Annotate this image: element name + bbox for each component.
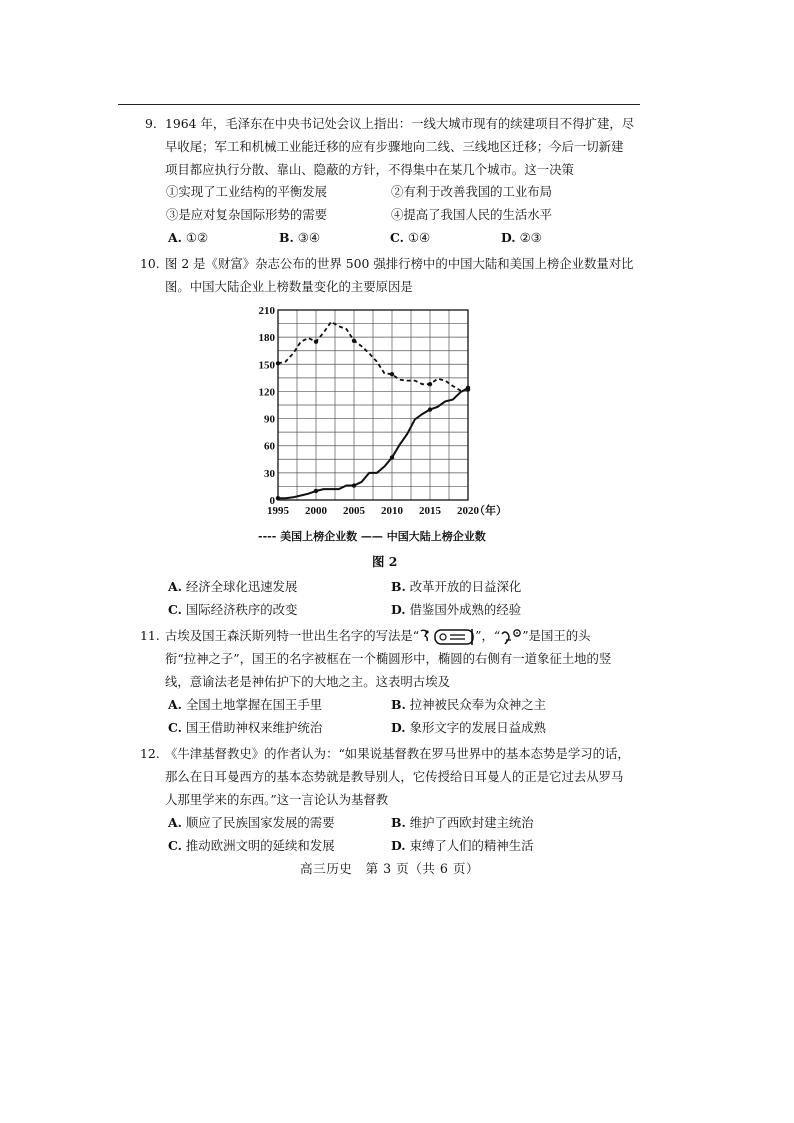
question-number: 9. (145, 116, 157, 131)
option-b[interactable]: B. 拉神被民众奉为众神之主 (391, 697, 547, 712)
option-d[interactable]: D. 象形文字的发展日益成熟 (391, 720, 546, 735)
x-tick-label: 2005 (343, 505, 365, 517)
x-tick-label: 1995 (267, 505, 289, 517)
chart-legend: ---- 美国上榜企业数 —— 中国大陆上榜企业数 (258, 530, 486, 543)
y-tick-label: 30 (264, 467, 275, 480)
data-point (352, 339, 356, 343)
y-tick-label: 180 (258, 332, 275, 345)
option-d[interactable]: D. 束缚了人们的精神生活 (391, 838, 534, 853)
question-stem: 项目都应执行分散、靠山、隐蔽的方针，不得集中在某几个城市。这一决策 (165, 162, 574, 177)
question-stem: 衔“拉神之子”，国王的名字被框在一个椭圆形中，椭圆的右侧有一道象征土地的竖 (165, 651, 612, 666)
y-tick-label: 120 (258, 386, 275, 399)
question-stem: 线，意谕法老是神佑护下的大地之主。这表明古埃及 (165, 674, 450, 689)
question-stem: 图。中国大陆企业上榜数量变化的主要原因是 (165, 279, 413, 294)
x-tick-label: 2000 (305, 505, 327, 517)
question-stem: 古埃及国王森沃斯列特一世出生名字的写法是“ (165, 628, 420, 643)
option-c[interactable]: C. 国际经济秩序的改变 (168, 602, 298, 617)
question-stem: 早收尾；军工和机械工业能迁移的应有步骤地向二线、三线地区迁移；今后一切新建 (165, 139, 624, 154)
x-tick-label: 2010 (381, 505, 403, 517)
option-c[interactable]: C. 国王借助神权来维护统治 (168, 720, 323, 735)
option-b[interactable]: B. 维护了西欧封建主统治 (391, 815, 534, 830)
y-tick-label: 0 (269, 495, 275, 507)
statement-3: ③是应对复杂国际形势的需要 (166, 207, 328, 222)
statement-4: ④提高了我国人民的生活水平 (391, 207, 553, 222)
question-stem: 《牛津基督教史》的作者认为：“如果说基督教在罗马世界中的基本态势是学习的话， (165, 746, 630, 761)
data-point (276, 361, 280, 365)
option-a[interactable]: A. 全国土地掌握在国王手里 (168, 697, 323, 712)
question-stem: ”，“ (475, 628, 501, 643)
question-number: 11. (140, 628, 160, 643)
question-stem: ”是国王的头 (522, 628, 591, 643)
hieroglyph-goose-sun-icon (500, 628, 522, 646)
hieroglyph-cartouche-icon (419, 628, 475, 646)
y-tick-label: 210 (258, 305, 275, 317)
data-point (390, 455, 394, 459)
y-tick-label: 150 (258, 359, 275, 372)
option-a[interactable]: A. 经济全球化迅速发展 (168, 579, 298, 594)
x-axis-label: （年） (474, 505, 507, 517)
question-stem: 图 2 是《财富》杂志公布的世界 500 强排行榜中的中国大陆和美国上榜企业数量对比 (165, 256, 634, 271)
statement-2: ②有利于改善我国的工业布局 (391, 184, 553, 199)
option-a[interactable]: A. 顺应了民族国家发展的需要 (168, 815, 335, 830)
question-stem: 那么在日耳曼西方的基本态势就是教导别人，它传授给日耳曼人的正是它过去从罗马 (165, 769, 624, 784)
data-point (428, 407, 432, 411)
question-number: 12. (140, 746, 160, 761)
question-stem: 1964 年，毛泽东在中央书记处会议上指出：一线大城市现有的续建项目不得扩建，尽 (165, 116, 635, 131)
option-b[interactable]: B. 改革开放的日益深化 (391, 579, 522, 594)
header-rule (118, 104, 640, 105)
option-c[interactable]: C. 推动欧洲文明的延续和发展 (168, 838, 335, 853)
x-tick-label: 2020 (457, 505, 479, 517)
y-tick-label: 90 (264, 413, 275, 426)
statement-1: ①实现了工业结构的平衡发展 (166, 184, 328, 199)
figure-caption: 图 2 (372, 554, 398, 569)
y-tick-label: 60 (264, 440, 275, 453)
x-axis-ticks (267, 503, 507, 517)
option-d[interactable]: D. 借鉴国外成熟的经验 (391, 602, 522, 617)
y-axis-ticks (259, 305, 276, 507)
option-d[interactable]: D. ②③ (501, 230, 542, 245)
question-number: 10. (140, 256, 160, 271)
option-b[interactable]: B. ③④ (279, 230, 320, 245)
option-a[interactable]: A. ①② (168, 230, 209, 245)
x-tick-label: 2015 (419, 505, 441, 517)
option-c[interactable]: C. ①④ (390, 230, 431, 245)
data-point (428, 382, 432, 386)
question-stem: 人那里学来的东西。”这一言论认为基督教 (165, 792, 389, 807)
page-footer: 高三历史 第 3 页（共 6 页） (300, 861, 480, 876)
data-point (276, 496, 280, 500)
data-point (314, 489, 318, 493)
data-point (314, 339, 318, 343)
data-point (466, 386, 470, 390)
data-point (352, 483, 356, 487)
data-point (390, 372, 394, 376)
line-chart (250, 300, 550, 525)
